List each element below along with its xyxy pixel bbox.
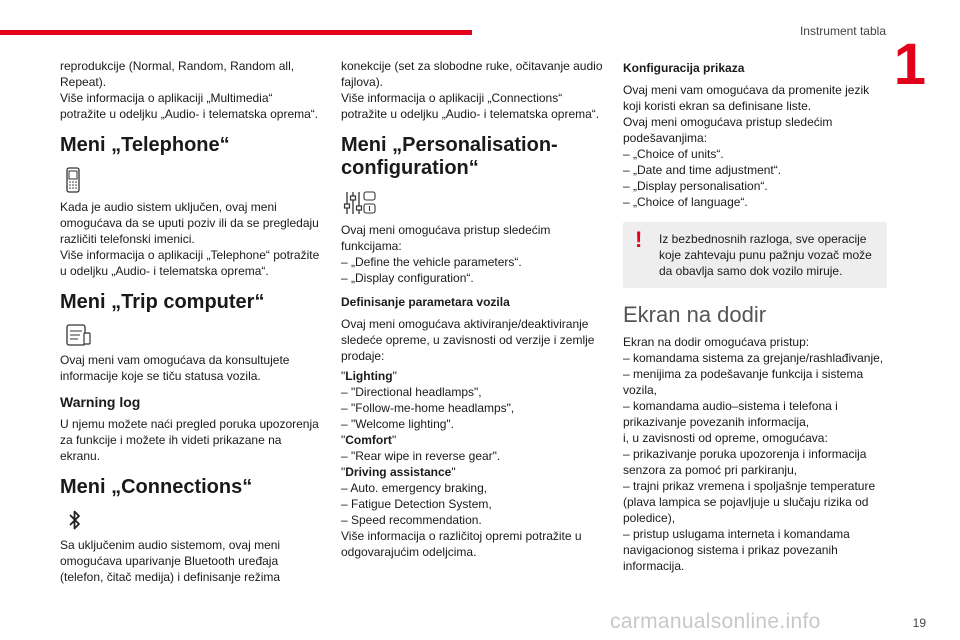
comfort-label: Comfort — [345, 433, 392, 447]
phone-icon — [66, 167, 80, 193]
warning-log-heading: Warning log — [60, 394, 141, 410]
personalisation-text: Ovaj meni omogućava pristup sledećim funkcijama: – „Define the vehicle parameters“. – „Display configuration“. — [341, 223, 551, 285]
lighting-items: – "Directional headlamps", – "Follow-me-home headlamps", – "Welcome lighting". — [341, 385, 515, 431]
intro-text: reprodukcije (Normal, Random, Random all, Repeat). Više informacija o aplikaciji „Multimedia“ potražite u odeljku „Audio- i telematska oprema“. — [60, 59, 319, 121]
touch-screen-text: Ekran na dodir omogućava pristup: – komandama sistema za grejanje/rashlađivanje, – menijima za podešavanje funkcija i sistema vozila, – komandama audio–sistema i telefona i prikazivanje povezanih informacija, i, u zavisnosti od opreme, omogućava: – prikazivanje poruka upozorenja i informacija senzora za pomoć pri parkiranju, – trajni prikaz vremena i spoljašnje temperature (plava lampica se pojavljuje u slučaju rizika od poledice), – pristup uslugama interneta i komandama navigacionog sistema i prikaz povezanih informacija. — [623, 335, 884, 573]
display-config-text: Ovaj meni vam omogućava da promenite jezik koji koristi ekran sa definisane liste. Ovaj meni omogućava pristup sledećim podešavanjima: – „Choice of units“. – „Date and time adjustment“. – „Display personalisation“. – „Choice of language“. — [623, 83, 870, 209]
lighting-label: Lighting — [345, 369, 393, 383]
safety-warning-box — [623, 222, 887, 288]
personalisation-heading: Meni „Personalisation-configuration“ — [341, 134, 558, 179]
column-1 — [60, 58, 320, 589]
telephone-heading: Meni „Telephone“ — [60, 134, 230, 156]
telephone-text: Kada je audio sistem uključen, ovaj meni omogućava da se uputi poziv ili da se pregledaju različiti telefonski imenici. Više informacija o aplikaciji „Telephone“ potražite u odeljku „Audio- i telematska oprema“. — [60, 200, 320, 278]
warning-log-text: U njemu možete naći pregled poruka upozorenja za funkcije i možete ih videti prikazane na ekranu. — [60, 417, 319, 463]
driving-label: Driving assistance — [345, 465, 452, 479]
trip-computer-text: Ovaj meni vam omogućava da konsultujete informacije koje se tiču statusa vozila. — [60, 353, 290, 383]
vehicle-parameters-heading: Definisanje parametara vozila — [341, 295, 510, 309]
trip-computer-icon — [66, 324, 92, 346]
page-number: 19 — [912, 616, 926, 630]
display-config-heading: Konfiguracija prikaza — [623, 61, 745, 75]
bluetooth-icon — [68, 509, 82, 531]
column-2 — [341, 58, 603, 564]
connections-text: Sa uključenim audio sistemom, ovaj meni omogućava uparivanje Bluetooth uređaja (telefon, čitač medija) i definisanje režima — [60, 538, 281, 584]
driving-items: – Auto. emergency braking, – Fatigue Detection System, – Speed recommendation. Više informacija o različitoj opremi potražite u odgovarajućim odeljcima. — [341, 481, 582, 559]
watermark: carmanualsonline.info — [610, 610, 821, 633]
section-title: Instrument tabla — [799, 24, 886, 38]
connections-continued-text: konekcije (set za slobodne ruke, očitavanje audio fajlova). Više informacija o aplikaciji „Connections“ potražite u odeljku „Audio- i telematska oprema“. — [341, 59, 603, 121]
vehicle-parameters-intro: Ovaj meni omogućava aktiviranje/deaktiviranje sledeće opreme, u zavisnosti od verzije i zemlje prodaje: — [341, 317, 595, 363]
comfort-group: "Comfort" — [341, 433, 397, 447]
personalisation-icon — [343, 190, 377, 216]
driving-group: "Driving assistance" — [341, 465, 456, 479]
header-accent-bar — [0, 30, 472, 35]
trip-computer-heading: Meni „Trip computer“ — [60, 291, 265, 313]
column-3 — [623, 58, 887, 578]
safety-warning-text: Iz bezbednosnih razloga, sve operacije koje zahtevaju punu pažnju vozač može da obavlja samo dok vozilo miruje. — [659, 232, 872, 278]
touch-screen-heading: Ekran na dodir — [623, 302, 767, 327]
lighting-group: "Lighting" — [341, 369, 397, 383]
comfort-items: – "Rear wipe in reverse gear". — [341, 449, 501, 463]
chapter-number: 1 — [893, 32, 926, 97]
warning-icon: ! — [635, 227, 643, 252]
connections-heading: Meni „Connections“ — [60, 476, 253, 498]
